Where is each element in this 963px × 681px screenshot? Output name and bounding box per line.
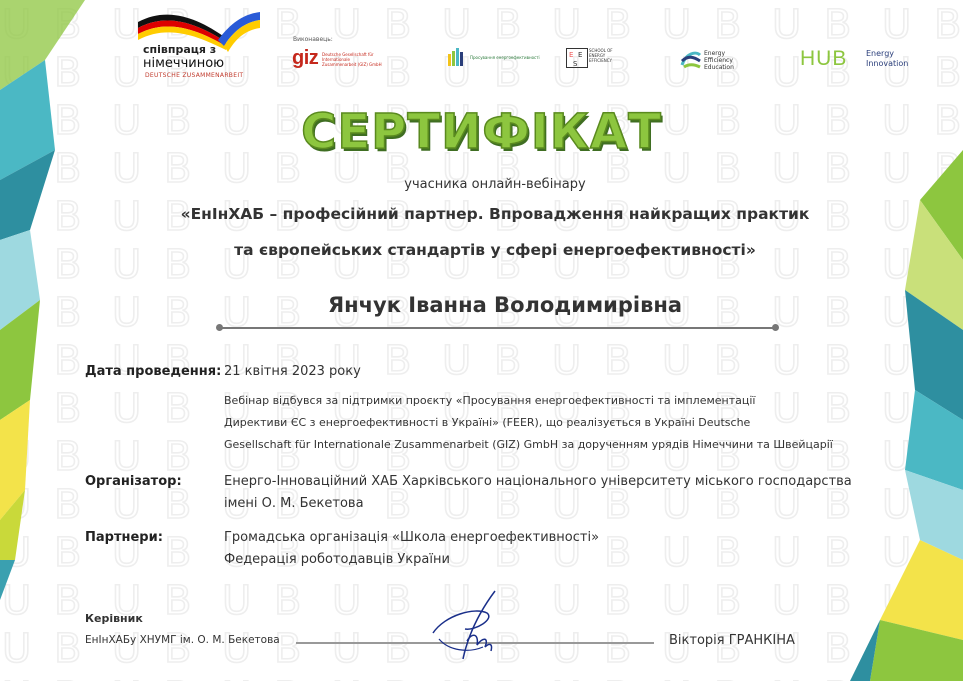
energy-efficiency-education-text <box>704 50 734 71</box>
partners-label: Партнери: <box>85 530 163 545</box>
hub-subtitle <box>866 49 908 69</box>
school-energy-efficiency-text: SCHOOL OF ENERGY EFFICIENCY <box>589 48 613 63</box>
hub-logo: HUB <box>800 47 848 70</box>
event-title-line2: та європейських стандартів у сфері енергоефективності» <box>234 241 756 259</box>
underline-dot-left <box>216 324 223 331</box>
svg-text:E: E <box>578 51 583 59</box>
handwritten-signature <box>425 585 505 665</box>
eee-line3: Education <box>704 64 734 71</box>
deutsche-zusammenarbeit-text: DEUTSCHE ZUSAMMENARBEIT <box>145 72 244 79</box>
name-underline <box>219 327 775 329</box>
support-text-line3: Gesellschaft für Internationale Zusammenarbeit (GIZ) GmbH за дорученням урядів Німеччини та Швейцарії <box>224 438 833 451</box>
head-label: Керівник <box>85 612 143 625</box>
eee-line1: Energy <box>704 50 726 57</box>
date-value: 21 квітня 2023 року <box>224 364 361 379</box>
svg-text:S: S <box>573 60 578 68</box>
recipient-name: Янчук Іванна Володимирівна <box>327 293 683 317</box>
eee-line2: Efficiency <box>704 57 733 64</box>
cooperation-text: співпраця з <box>143 43 217 56</box>
implementer-label: Виконавець: <box>293 36 333 43</box>
partner-2: Федерація роботодавців України <box>224 552 450 567</box>
support-text-line1: Вебінар відбувся за підтримки проєкту «Просування енергоефективності та імплементації <box>224 394 756 407</box>
giz-logo: giz <box>292 47 319 69</box>
partner-logos <box>0 0 963 90</box>
support-text-line2: Директиви ЄС з енергоефективності в Україні» (FEER), що реалізується в Україні Deutsche <box>224 416 751 429</box>
certificate-subtitle: учасника онлайн-вебінару <box>404 177 586 192</box>
energy-efficiency-education-icon <box>680 49 702 69</box>
signer-name: Вікторія ГРАНКІНА <box>669 633 795 648</box>
organizer-label: Організатор: <box>85 474 182 489</box>
school-energy-efficiency-logo-icon <box>566 48 588 68</box>
hub-line2: Innovation <box>866 59 909 68</box>
event-title-line1: «ЕнІнХАБ – професійний партнер. Впровадження найкращих практик <box>180 205 810 223</box>
head-organization: ЕнІнХАБу ХНУМГ ім. О. М. Бекетова <box>85 634 280 646</box>
germany-text: німеччиною <box>143 56 225 71</box>
hub-line1: Energy <box>866 49 895 58</box>
feer-logo-icon <box>448 48 470 66</box>
svg-text:E: E <box>569 51 574 59</box>
underline-dot-right <box>772 324 779 331</box>
date-label: Дата проведення: <box>85 364 222 379</box>
feer-text: Просування енергоефективності <box>470 55 540 60</box>
giz-subtitle: Deutsche Gesellschaft für Internationale Zusammenarbeit (GIZ) GmbH <box>322 52 382 67</box>
organizer-line1: Енерго-Інноваційний ХАБ Харківського національного університету міського господарства <box>224 474 852 489</box>
organizer-line2: імені О. М. Бекетова <box>224 496 364 511</box>
partner-1: Громадська організація «Школа енергоефективності» <box>224 530 600 545</box>
certificate-title: СЕРТИФІКАТ <box>301 104 662 160</box>
